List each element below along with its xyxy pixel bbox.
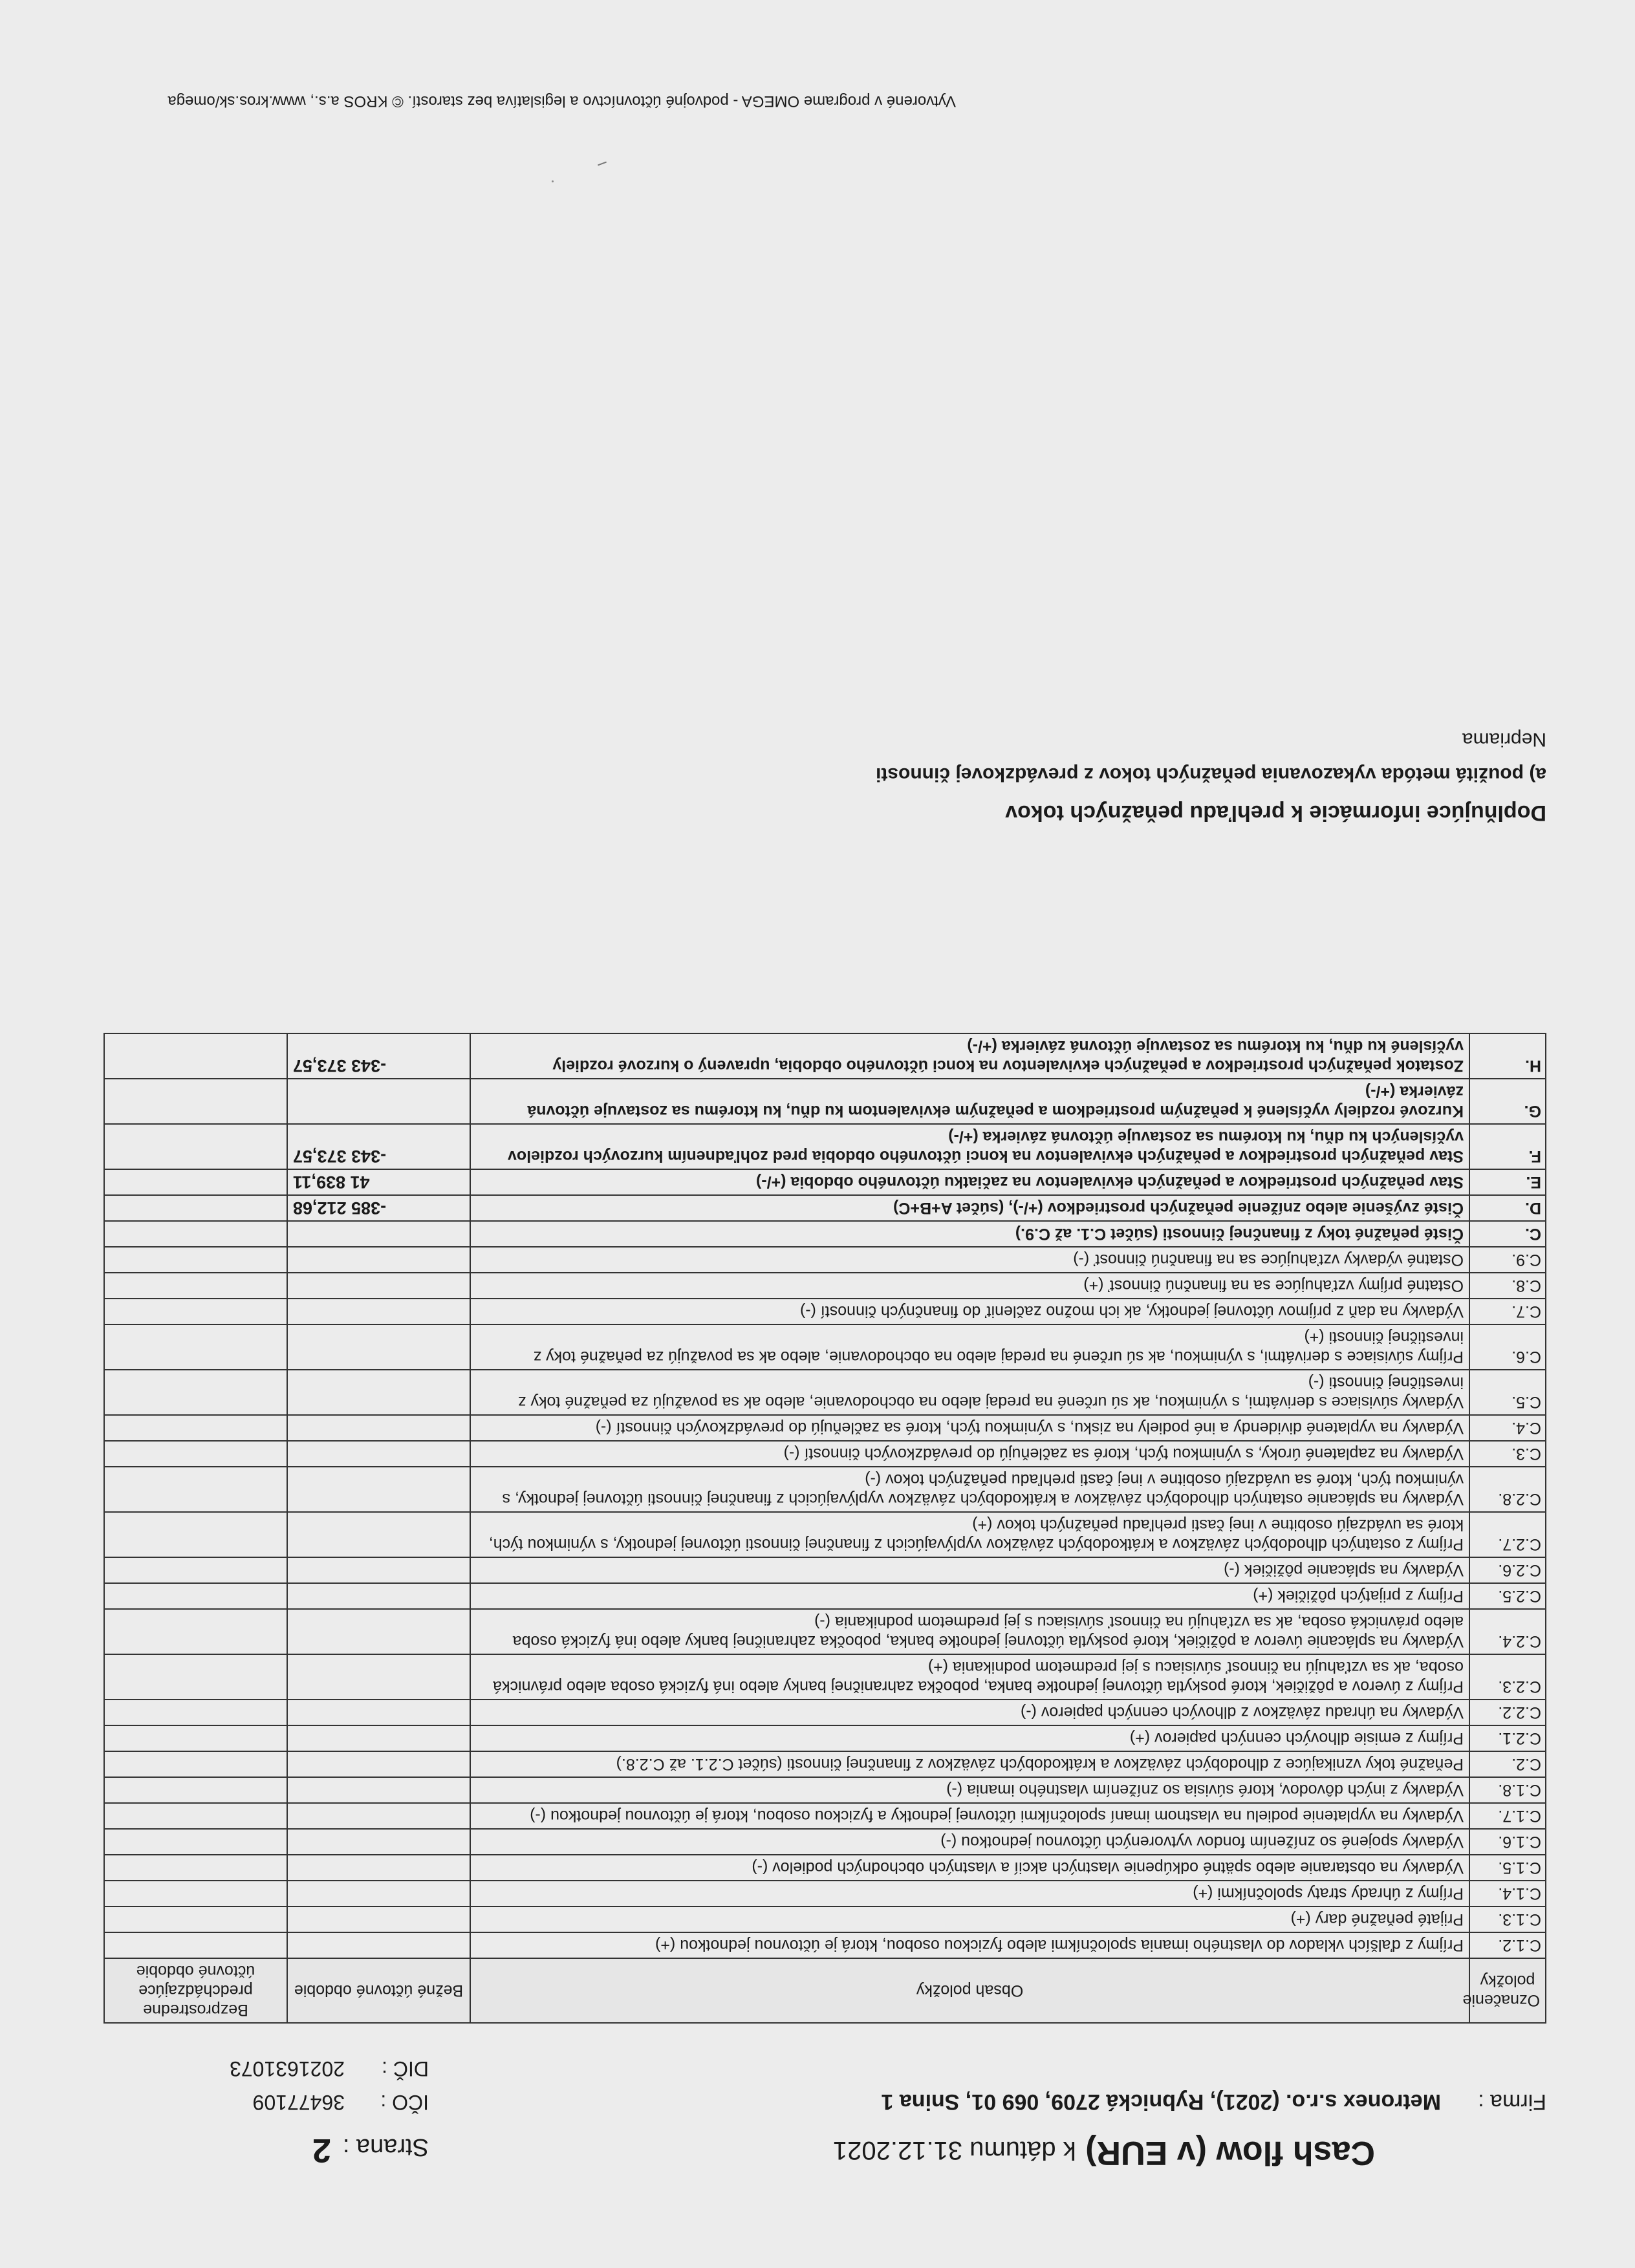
- row-text: Prijaté peňažné dary (+): [470, 1906, 1469, 1932]
- row-text: Výdavky na vyplatenie podielu na vlastnom imaní spoločníkmi účtovnej jednotky a fyzickou osobou, ktorá je účtovnou jednotkou (-): [470, 1803, 1469, 1829]
- table-row: [104, 1557, 1546, 1583]
- row-current-value: [287, 1609, 470, 1654]
- row-current-value: [287, 1221, 470, 1247]
- row-previous-value: [104, 1324, 287, 1370]
- row-previous-value: [104, 1415, 287, 1441]
- table-row: [104, 1273, 1546, 1299]
- row-current-value: [287, 1881, 470, 1906]
- row-current-value: [287, 1273, 470, 1299]
- row-previous-value: [104, 1803, 287, 1829]
- row-text: Príjmy z úhrady straty spoločníkmi (+): [470, 1881, 1469, 1906]
- header-current-period: Bežné účtovné obdobie: [287, 1958, 470, 2023]
- table-row: [104, 1370, 1546, 1415]
- row-previous-value: [104, 1370, 287, 1415]
- scan-speck: [598, 162, 607, 166]
- ico-value: 36477109: [252, 2091, 345, 2114]
- title-main: Cash flow (v EUR): [1085, 2134, 1375, 2172]
- scan-speck: [552, 180, 554, 182]
- row-code: C.3.: [1469, 1441, 1546, 1467]
- row-text: Príjmy z ďalších vkladov do vlastného imania spoločníkmi alebo fyzickou osobou, ktorá je účtovnou jednotkou (+): [470, 1932, 1469, 1958]
- row-current-value: [287, 1855, 470, 1881]
- cash-flow-table: [103, 1033, 1546, 2024]
- row-previous-value: [104, 1512, 287, 1557]
- row-current-value: [287, 1583, 470, 1609]
- row-current-value: 41 839,11: [287, 1169, 470, 1195]
- row-text: Ostatné výdavky vzťahujúce sa na finančnú činnosť (-): [470, 1247, 1469, 1273]
- row-text: Výdavky na zaplatené úroky, s výnimkou tých, ktoré sa začleňujú do prevádzkových činností (-): [470, 1441, 1469, 1467]
- row-previous-value: [104, 1467, 287, 1512]
- row-current-value: [287, 1467, 470, 1512]
- table-row: [104, 1829, 1546, 1855]
- row-previous-value: [104, 1124, 287, 1169]
- row-current-value: [287, 1557, 470, 1583]
- row-previous-value: [104, 1221, 287, 1247]
- row-code: C.2.3.: [1469, 1654, 1546, 1700]
- header-previous-period: Bezprostredne predchádzajúce účtovné obdobie: [104, 1958, 287, 2023]
- row-current-value: -385 212,68: [287, 1195, 470, 1221]
- table-row: [104, 1725, 1546, 1751]
- row-current-value: -343 373,57: [287, 1124, 470, 1169]
- row-text: Príjmy z úverov a pôžičiek, ktoré poskytla účtovnej jednotke banka, pobočka zahraničnej banky alebo iná fyzická osoba alebo právnická osoba, ak sa vzťahujú na činnosť súvisiacu s jej predmetom podnikania (+): [470, 1654, 1469, 1700]
- table-row: [104, 1932, 1546, 1958]
- row-text: Čisté zvýšenie alebo zníženie peňažných prostriedkov (+/-), (súčet A+B+C): [470, 1195, 1469, 1221]
- row-code: C.2.7.: [1469, 1512, 1546, 1557]
- row-code: C.2.1.: [1469, 1725, 1546, 1751]
- firma-value: Metronex s.r.o. (2021), Rybnická 2709, 069 01, Snina 1: [881, 2090, 1441, 2114]
- table-row: [104, 1906, 1546, 1932]
- row-previous-value: [104, 1700, 287, 1725]
- title-date: k dátumu 31.12.2021: [832, 2136, 1076, 2165]
- row-previous-value: [104, 1777, 287, 1803]
- footer-text: Vytvorené v programe OMEGA - podvojné účtovníctvo a legislatíva bez starostí. © KROS a.s., www.kros.sk/omega: [168, 92, 956, 110]
- table-row: [104, 1467, 1546, 1512]
- row-code: E.: [1469, 1169, 1546, 1195]
- row-code: C.8.: [1469, 1273, 1546, 1299]
- row-code: H.: [1469, 1033, 1546, 1079]
- row-text: Výdavky na splácanie ostatných dlhodobých záväzkov a krátkodobých záväzkov vyplývajúcich z finančnej činnosti účtovnej jednotky, s výnimkou tých, ktoré sa uvádzajú osobitne v inej časti prehľadu peňažných tokov (-): [470, 1467, 1469, 1512]
- ico-label: IČO :: [380, 2091, 429, 2114]
- row-text: Výdavky na splácanie úverov a pôžičiek, ktoré poskytla účtovnej jednotke banka, pobočka zahraničnej banky alebo iná fyzická osoba alebo právnická osoba, ak sa vzťahujú na činnosť súvisiacu s jej predmetom podnikania (-): [470, 1609, 1469, 1654]
- row-previous-value: [104, 1033, 287, 1079]
- row-code: C.1.2.: [1469, 1932, 1546, 1958]
- table-row: [104, 1033, 1546, 1079]
- row-current-value: [287, 1079, 470, 1124]
- table-row: [104, 1881, 1546, 1906]
- row-previous-value: [104, 1751, 287, 1777]
- table-row: [104, 1609, 1546, 1654]
- row-previous-value: [104, 1609, 287, 1654]
- row-code: C.: [1469, 1221, 1546, 1247]
- row-current-value: -343 373,57: [287, 1033, 470, 1079]
- firma-label: Firma :: [1478, 2090, 1546, 2114]
- row-code: C.2.8.: [1469, 1467, 1546, 1512]
- table-row: [104, 1441, 1546, 1467]
- row-code: C.1.7.: [1469, 1803, 1546, 1829]
- row-previous-value: [104, 1079, 287, 1124]
- row-text: Stav peňažných prostriedkov a peňažných ekvivalentov na konci účtovného obdobia pred zohľadnením kurzových rozdielov vyčíslených ku dňu, ku ktorému sa zostavuje účtovná závierka (+/-): [470, 1124, 1469, 1169]
- row-code: C.9.: [1469, 1247, 1546, 1273]
- row-current-value: [287, 1512, 470, 1557]
- row-code: F.: [1469, 1124, 1546, 1169]
- row-text: Výdavky spojené so znížením fondov vytvorených účtovnou jednotkou (-): [470, 1829, 1469, 1855]
- row-code: C.2.2.: [1469, 1700, 1546, 1725]
- row-current-value: [287, 1415, 470, 1441]
- row-current-value: [287, 1441, 470, 1467]
- table-row: [104, 1324, 1546, 1370]
- dic-value: 2021631073: [230, 2057, 345, 2080]
- row-current-value: [287, 1700, 470, 1725]
- page-title: [833, 2133, 1375, 2172]
- table-row: [104, 1583, 1546, 1609]
- row-text: Výdavky súvisiace s derivátmi, s výnimkou, ak sú určené na predaj alebo na obchodovanie, alebo ak sa považujú za peňažné toky z investičnej činnosti (-): [470, 1370, 1469, 1415]
- row-text: Výdavky z iných dôvodov, ktoré súvisia so znížením vlastného imania (-): [470, 1777, 1469, 1803]
- row-current-value: [287, 1247, 470, 1273]
- header-code: Označenie položky: [1469, 1958, 1546, 2023]
- page-label: Strana :: [342, 2133, 429, 2161]
- supplementary-value: Nepriama: [1462, 729, 1546, 750]
- row-previous-value: [104, 1247, 287, 1273]
- row-previous-value: [104, 1855, 287, 1881]
- row-previous-value: [104, 1299, 287, 1324]
- row-current-value: [287, 1906, 470, 1932]
- row-current-value: [287, 1751, 470, 1777]
- row-code: C.2.4.: [1469, 1609, 1546, 1654]
- table-row: [104, 1221, 1546, 1247]
- row-code: G.: [1469, 1079, 1546, 1124]
- row-previous-value: [104, 1906, 287, 1932]
- row-code: C.1.6.: [1469, 1829, 1546, 1855]
- row-code: C.7.: [1469, 1299, 1546, 1324]
- row-previous-value: [104, 1583, 287, 1609]
- table-body: [104, 1033, 1546, 1958]
- row-text: Zostatok peňažných prostriedkov a peňažných ekvivalentov na konci účtovného obdobia, upravený o kurzové rozdiely vyčíslené ku dňu, ku ktorému sa zostavuje účtovná závierka (+/-): [470, 1033, 1469, 1079]
- row-current-value: [287, 1654, 470, 1700]
- row-previous-value: [104, 1441, 287, 1467]
- table-row: [104, 1247, 1546, 1273]
- row-previous-value: [104, 1557, 287, 1583]
- table-row: [104, 1079, 1546, 1124]
- supplementary-subtitle: a) použitá metóda vykazovania peňažných tokov z prevádzkovej činnosti: [876, 764, 1546, 785]
- row-code: C.4.: [1469, 1415, 1546, 1441]
- row-code: C.1.4.: [1469, 1881, 1546, 1906]
- row-current-value: [287, 1932, 470, 1958]
- row-text: Príjmy z emisie dlhových cenných papierov (+): [470, 1725, 1469, 1751]
- row-current-value: [287, 1725, 470, 1751]
- table-row: [104, 1700, 1546, 1725]
- table-row: [104, 1415, 1546, 1441]
- row-text: Výdavky na vyplatené dividendy a iné podiely na zisku, s výnimkou tých, ktoré sa začleňujú do prevádzkových činností (-): [470, 1415, 1469, 1441]
- table-row: [104, 1169, 1546, 1195]
- table-header-row: [104, 1958, 1546, 2023]
- row-current-value: [287, 1803, 470, 1829]
- row-code: D.: [1469, 1195, 1546, 1221]
- dic-label: DIČ :: [382, 2057, 429, 2080]
- supplementary-title: Doplňujúce informácie k prehľadu peňažných tokov: [1005, 801, 1546, 825]
- row-text: Výdavky na obstaranie alebo spätné odkúpenie vlastných akcií a vlastných obchodných podielov (-): [470, 1855, 1469, 1881]
- row-code: C.1.8.: [1469, 1777, 1546, 1803]
- row-text: Výdavky na daň z príjmov účtovnej jednotky, ak ich možno začleniť do finančných činností (-): [470, 1299, 1469, 1324]
- row-code: C.2.5.: [1469, 1583, 1546, 1609]
- row-text: Výdavky na splácanie pôžičiek (-): [470, 1557, 1469, 1583]
- row-code: C.5.: [1469, 1370, 1546, 1415]
- row-previous-value: [104, 1273, 287, 1299]
- row-previous-value: [104, 1725, 287, 1751]
- row-code: C.2.6.: [1469, 1557, 1546, 1583]
- row-text: Výdavky na úhradu záväzkov z dlhových cenných papierov (-): [470, 1700, 1469, 1725]
- row-text: Príjmy z prijatých pôžičiek (+): [470, 1583, 1469, 1609]
- row-current-value: [287, 1324, 470, 1370]
- row-previous-value: [104, 1829, 287, 1855]
- row-text: Príjmy súvisiace s derivátmi, s výnimkou, ak sú určené na predaj alebo na obchodovanie, alebo ak sa považujú za peňažné toky z investičnej činnosti (+): [470, 1324, 1469, 1370]
- table-row: [104, 1777, 1546, 1803]
- row-current-value: [287, 1777, 470, 1803]
- table-row: [104, 1654, 1546, 1700]
- row-previous-value: [104, 1169, 287, 1195]
- row-code: C.6.: [1469, 1324, 1546, 1370]
- table-row: [104, 1299, 1546, 1324]
- table-row: [104, 1195, 1546, 1221]
- row-code: C.1.3.: [1469, 1906, 1546, 1932]
- table-row: [104, 1855, 1546, 1881]
- row-text: Ostatné príjmy vzťahujúce sa na finančnú činnosť (+): [470, 1273, 1469, 1299]
- page-number-block: [312, 2131, 429, 2170]
- table-row: [104, 1751, 1546, 1777]
- row-previous-value: [104, 1881, 287, 1906]
- row-previous-value: [104, 1932, 287, 1958]
- page-number: 2: [312, 2132, 331, 2169]
- row-code: C.2.: [1469, 1751, 1546, 1777]
- row-current-value: [287, 1299, 470, 1324]
- row-text: Príjmy z ostatných dlhodobých záväzkov a krátkodobých záväzkov vyplývajúcich z finančnej činnosti účtovnej jednotky, s výnimkou tých, ktoré sa uvádzajú osobitne v inej časti prehľadu peňažných tokov (+): [470, 1512, 1469, 1557]
- row-text: Stav peňažných prostriedkov a peňažných ekvivalentov na začiatku účtovného obdobia (+/-): [470, 1169, 1469, 1195]
- row-text: Peňažné toky vznikajúce z dlhodobých záväzkov a krátkodobých záväzkov z finančnej činnosti (súčet C.2.1. až C.2.8.): [470, 1751, 1469, 1777]
- table-row: [104, 1803, 1546, 1829]
- row-text: Kurzové rozdiely vyčíslené k peňažným prostriedkom a peňažným ekvivalentom ku dňu, ku ktorému sa zostavuje účtovná závierka (+/-): [470, 1079, 1469, 1124]
- row-code: C.1.5.: [1469, 1855, 1546, 1881]
- row-previous-value: [104, 1195, 287, 1221]
- table-row: [104, 1124, 1546, 1169]
- row-text: Čisté peňažné toky z finančnej činnosti (súčet C.1. až C.9.): [470, 1221, 1469, 1247]
- table-row: [104, 1512, 1546, 1557]
- header-content: Obsah položky: [470, 1958, 1469, 2023]
- row-current-value: [287, 1370, 470, 1415]
- row-current-value: [287, 1829, 470, 1855]
- row-previous-value: [104, 1654, 287, 1700]
